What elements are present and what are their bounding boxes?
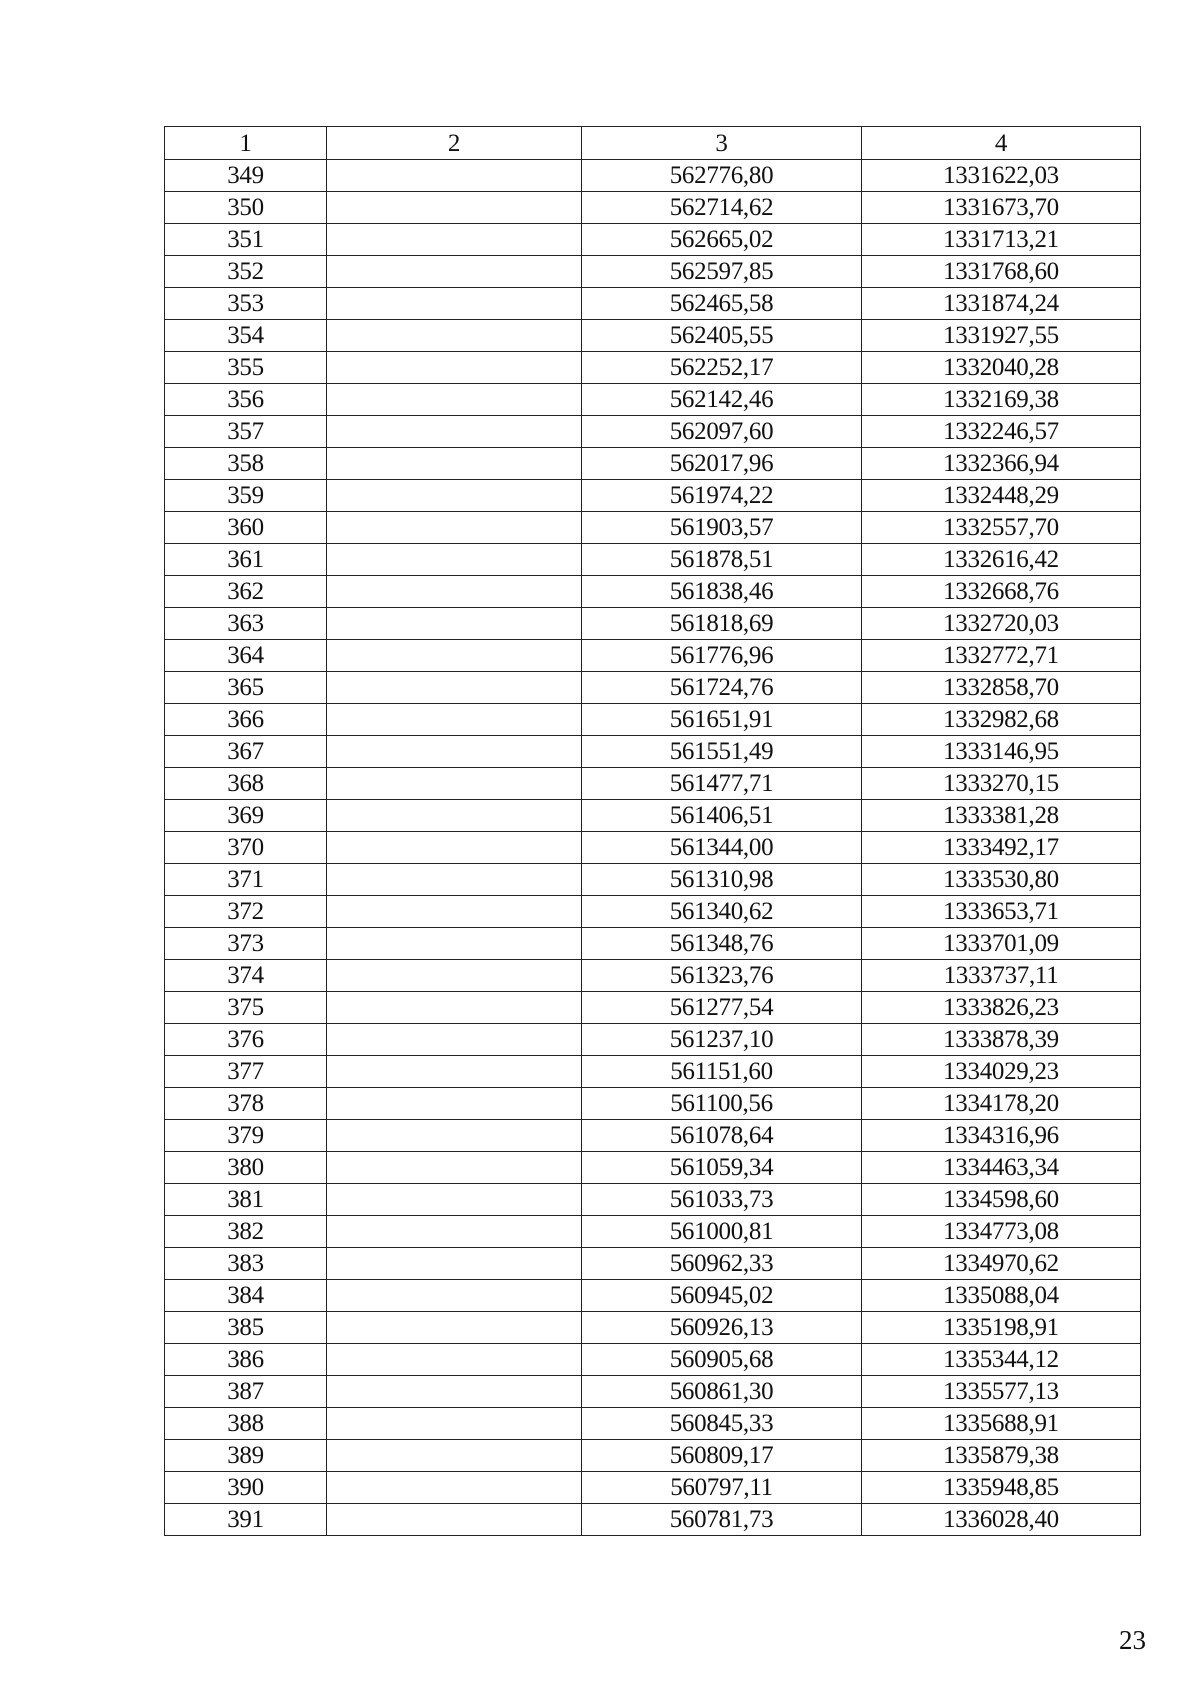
y-coordinate-cell: 1334029,23	[862, 1056, 1141, 1088]
point-number-cell: 351	[165, 224, 327, 256]
y-coordinate-cell: 1335198,91	[862, 1312, 1141, 1344]
description-cell	[327, 288, 582, 320]
y-coordinate-cell: 1334598,60	[862, 1184, 1141, 1216]
description-cell	[327, 160, 582, 192]
point-number-cell: 374	[165, 960, 327, 992]
y-coordinate-cell: 1332448,29	[862, 480, 1141, 512]
x-coordinate-cell: 561878,51	[582, 544, 862, 576]
description-cell	[327, 544, 582, 576]
x-coordinate-cell: 562465,58	[582, 288, 862, 320]
table-row	[165, 1216, 1141, 1248]
description-cell	[327, 352, 582, 384]
header-cell-col3: 3	[582, 127, 862, 160]
table-row	[165, 640, 1141, 672]
description-cell	[327, 768, 582, 800]
x-coordinate-cell: 560962,33	[582, 1248, 862, 1280]
x-coordinate-cell: 561838,46	[582, 576, 862, 608]
description-cell	[327, 1056, 582, 1088]
table-row	[165, 1152, 1141, 1184]
point-number-cell: 375	[165, 992, 327, 1024]
point-number-cell: 369	[165, 800, 327, 832]
table-row	[165, 448, 1141, 480]
table-row	[165, 1120, 1141, 1152]
point-number-cell: 383	[165, 1248, 327, 1280]
y-coordinate-cell: 1333270,15	[862, 768, 1141, 800]
y-coordinate-cell: 1332366,94	[862, 448, 1141, 480]
point-number-cell: 370	[165, 832, 327, 864]
x-coordinate-cell: 560905,68	[582, 1344, 862, 1376]
x-coordinate-cell: 561151,60	[582, 1056, 862, 1088]
point-number-cell: 364	[165, 640, 327, 672]
y-coordinate-cell: 1333878,39	[862, 1024, 1141, 1056]
table-row	[165, 224, 1141, 256]
y-coordinate-cell: 1334316,96	[862, 1120, 1141, 1152]
description-cell	[327, 640, 582, 672]
point-number-cell: 361	[165, 544, 327, 576]
description-cell	[327, 480, 582, 512]
x-coordinate-cell: 561277,54	[582, 992, 862, 1024]
y-coordinate-cell: 1331673,70	[862, 192, 1141, 224]
point-number-cell: 365	[165, 672, 327, 704]
description-cell	[327, 1408, 582, 1440]
description-cell	[327, 416, 582, 448]
y-coordinate-cell: 1335344,12	[862, 1344, 1141, 1376]
point-number-cell: 357	[165, 416, 327, 448]
table-row	[165, 1440, 1141, 1472]
table-row	[165, 672, 1141, 704]
y-coordinate-cell: 1332557,70	[862, 512, 1141, 544]
y-coordinate-cell: 1332616,42	[862, 544, 1141, 576]
y-coordinate-cell: 1332858,70	[862, 672, 1141, 704]
point-number-cell: 376	[165, 1024, 327, 1056]
table-row	[165, 800, 1141, 832]
description-cell	[327, 448, 582, 480]
table-row	[165, 1344, 1141, 1376]
point-number-cell: 350	[165, 192, 327, 224]
table-row	[165, 1472, 1141, 1504]
x-coordinate-cell: 561551,49	[582, 736, 862, 768]
table-row	[165, 1184, 1141, 1216]
point-number-cell: 386	[165, 1344, 327, 1376]
table-row	[165, 512, 1141, 544]
x-coordinate-cell: 561903,57	[582, 512, 862, 544]
x-coordinate-cell: 561974,22	[582, 480, 862, 512]
table-row	[165, 1312, 1141, 1344]
table-row	[165, 1280, 1141, 1312]
y-coordinate-cell: 1333492,17	[862, 832, 1141, 864]
description-cell	[327, 1472, 582, 1504]
x-coordinate-cell: 561340,62	[582, 896, 862, 928]
y-coordinate-cell: 1332040,28	[862, 352, 1141, 384]
table-row	[165, 160, 1141, 192]
x-coordinate-cell: 561310,98	[582, 864, 862, 896]
point-number-cell: 354	[165, 320, 327, 352]
x-coordinate-cell: 560781,73	[582, 1504, 862, 1536]
description-cell	[327, 1184, 582, 1216]
description-cell	[327, 928, 582, 960]
table-row	[165, 608, 1141, 640]
table-row	[165, 384, 1141, 416]
point-number-cell: 379	[165, 1120, 327, 1152]
table-row	[165, 1088, 1141, 1120]
description-cell	[327, 800, 582, 832]
description-cell	[327, 672, 582, 704]
header-cell-col4: 4	[862, 127, 1141, 160]
y-coordinate-cell: 1332720,03	[862, 608, 1141, 640]
point-number-cell: 363	[165, 608, 327, 640]
x-coordinate-cell: 561776,96	[582, 640, 862, 672]
point-number-cell: 381	[165, 1184, 327, 1216]
y-coordinate-cell: 1333146,95	[862, 736, 1141, 768]
x-coordinate-cell: 562252,17	[582, 352, 862, 384]
y-coordinate-cell: 1331874,24	[862, 288, 1141, 320]
point-number-cell: 390	[165, 1472, 327, 1504]
page-number: 23	[1119, 1625, 1146, 1655]
point-number-cell: 388	[165, 1408, 327, 1440]
table-row	[165, 288, 1141, 320]
point-number-cell: 391	[165, 1504, 327, 1536]
x-coordinate-cell: 561078,64	[582, 1120, 862, 1152]
description-cell	[327, 576, 582, 608]
description-cell	[327, 1024, 582, 1056]
table-row	[165, 1024, 1141, 1056]
point-number-cell: 349	[165, 160, 327, 192]
table-row	[165, 928, 1141, 960]
description-cell	[327, 1504, 582, 1536]
point-number-cell: 389	[165, 1440, 327, 1472]
description-cell	[327, 1088, 582, 1120]
table-row	[165, 864, 1141, 896]
y-coordinate-cell: 1333381,28	[862, 800, 1141, 832]
table-row	[165, 320, 1141, 352]
table-row	[165, 1056, 1141, 1088]
table-row	[165, 576, 1141, 608]
y-coordinate-cell: 1332246,57	[862, 416, 1141, 448]
y-coordinate-cell: 1333701,09	[862, 928, 1141, 960]
y-coordinate-cell: 1334178,20	[862, 1088, 1141, 1120]
point-number-cell: 356	[165, 384, 327, 416]
x-coordinate-cell: 561323,76	[582, 960, 862, 992]
table-row	[165, 960, 1141, 992]
x-coordinate-cell: 562017,96	[582, 448, 862, 480]
y-coordinate-cell: 1331768,60	[862, 256, 1141, 288]
table-row	[165, 352, 1141, 384]
x-coordinate-cell: 561344,00	[582, 832, 862, 864]
x-coordinate-cell: 562714,62	[582, 192, 862, 224]
point-number-cell: 355	[165, 352, 327, 384]
point-number-cell: 368	[165, 768, 327, 800]
x-coordinate-cell: 562142,46	[582, 384, 862, 416]
description-cell	[327, 704, 582, 736]
point-number-cell: 385	[165, 1312, 327, 1344]
point-number-cell: 371	[165, 864, 327, 896]
table-row	[165, 256, 1141, 288]
description-cell	[327, 1216, 582, 1248]
x-coordinate-cell: 562405,55	[582, 320, 862, 352]
point-number-cell: 384	[165, 1280, 327, 1312]
y-coordinate-cell: 1335577,13	[862, 1376, 1141, 1408]
point-number-cell: 372	[165, 896, 327, 928]
description-cell	[327, 1312, 582, 1344]
y-coordinate-cell: 1333826,23	[862, 992, 1141, 1024]
header-row	[165, 127, 1141, 160]
description-cell	[327, 1344, 582, 1376]
y-coordinate-cell: 1331927,55	[862, 320, 1141, 352]
table-row	[165, 992, 1141, 1024]
table-row	[165, 768, 1141, 800]
table-row	[165, 544, 1141, 576]
y-coordinate-cell: 1332668,76	[862, 576, 1141, 608]
description-cell	[327, 1440, 582, 1472]
y-coordinate-cell: 1333530,80	[862, 864, 1141, 896]
x-coordinate-cell: 560809,17	[582, 1440, 862, 1472]
header-cell-col1: 1	[165, 127, 327, 160]
x-coordinate-cell: 562597,85	[582, 256, 862, 288]
description-cell	[327, 736, 582, 768]
point-number-cell: 387	[165, 1376, 327, 1408]
x-coordinate-cell: 562665,02	[582, 224, 862, 256]
table-row	[165, 1504, 1141, 1536]
table-header	[165, 127, 1141, 160]
y-coordinate-cell: 1331713,21	[862, 224, 1141, 256]
table-row	[165, 832, 1141, 864]
x-coordinate-cell: 560861,30	[582, 1376, 862, 1408]
description-cell	[327, 1120, 582, 1152]
description-cell	[327, 992, 582, 1024]
point-number-cell: 352	[165, 256, 327, 288]
description-cell	[327, 224, 582, 256]
table-row	[165, 480, 1141, 512]
y-coordinate-cell: 1334773,08	[862, 1216, 1141, 1248]
x-coordinate-cell: 560926,13	[582, 1312, 862, 1344]
table-row	[165, 1408, 1141, 1440]
point-number-cell: 359	[165, 480, 327, 512]
x-coordinate-cell: 562776,80	[582, 160, 862, 192]
y-coordinate-cell: 1334970,62	[862, 1248, 1141, 1280]
point-number-cell: 382	[165, 1216, 327, 1248]
point-number-cell: 373	[165, 928, 327, 960]
description-cell	[327, 1280, 582, 1312]
description-cell	[327, 608, 582, 640]
x-coordinate-cell: 560797,11	[582, 1472, 862, 1504]
point-number-cell: 358	[165, 448, 327, 480]
table-row	[165, 192, 1141, 224]
x-coordinate-cell: 561033,73	[582, 1184, 862, 1216]
table-row	[165, 416, 1141, 448]
x-coordinate-cell: 561406,51	[582, 800, 862, 832]
y-coordinate-cell: 1332169,38	[862, 384, 1141, 416]
x-coordinate-cell: 561724,76	[582, 672, 862, 704]
point-number-cell: 360	[165, 512, 327, 544]
y-coordinate-cell: 1335688,91	[862, 1408, 1141, 1440]
x-coordinate-cell: 561000,81	[582, 1216, 862, 1248]
description-cell	[327, 512, 582, 544]
description-cell	[327, 1152, 582, 1184]
description-cell	[327, 960, 582, 992]
y-coordinate-cell: 1335088,04	[862, 1280, 1141, 1312]
description-cell	[327, 864, 582, 896]
x-coordinate-cell: 560845,33	[582, 1408, 862, 1440]
x-coordinate-cell: 561100,56	[582, 1088, 862, 1120]
point-number-cell: 366	[165, 704, 327, 736]
coordinates-table	[164, 126, 1141, 1536]
point-number-cell: 380	[165, 1152, 327, 1184]
description-cell	[327, 832, 582, 864]
point-number-cell: 353	[165, 288, 327, 320]
table-body	[165, 160, 1141, 1536]
point-number-cell: 362	[165, 576, 327, 608]
description-cell	[327, 256, 582, 288]
x-coordinate-cell: 562097,60	[582, 416, 862, 448]
x-coordinate-cell: 561477,71	[582, 768, 862, 800]
x-coordinate-cell: 561237,10	[582, 1024, 862, 1056]
y-coordinate-cell: 1331622,03	[862, 160, 1141, 192]
table-row	[165, 896, 1141, 928]
point-number-cell: 377	[165, 1056, 327, 1088]
x-coordinate-cell: 561651,91	[582, 704, 862, 736]
description-cell	[327, 320, 582, 352]
description-cell	[327, 384, 582, 416]
point-number-cell: 378	[165, 1088, 327, 1120]
header-cell-col2: 2	[327, 127, 582, 160]
x-coordinate-cell: 561059,34	[582, 1152, 862, 1184]
y-coordinate-cell: 1335948,85	[862, 1472, 1141, 1504]
y-coordinate-cell: 1332982,68	[862, 704, 1141, 736]
table-row	[165, 1376, 1141, 1408]
y-coordinate-cell: 1333737,11	[862, 960, 1141, 992]
description-cell	[327, 192, 582, 224]
table-row	[165, 704, 1141, 736]
y-coordinate-cell: 1333653,71	[862, 896, 1141, 928]
table-row	[165, 1248, 1141, 1280]
description-cell	[327, 1376, 582, 1408]
x-coordinate-cell: 561348,76	[582, 928, 862, 960]
table-row	[165, 736, 1141, 768]
x-coordinate-cell: 561818,69	[582, 608, 862, 640]
description-cell	[327, 896, 582, 928]
description-cell	[327, 1248, 582, 1280]
y-coordinate-cell: 1332772,71	[862, 640, 1141, 672]
point-number-cell: 367	[165, 736, 327, 768]
y-coordinate-cell: 1335879,38	[862, 1440, 1141, 1472]
x-coordinate-cell: 560945,02	[582, 1280, 862, 1312]
y-coordinate-cell: 1336028,40	[862, 1504, 1141, 1536]
y-coordinate-cell: 1334463,34	[862, 1152, 1141, 1184]
